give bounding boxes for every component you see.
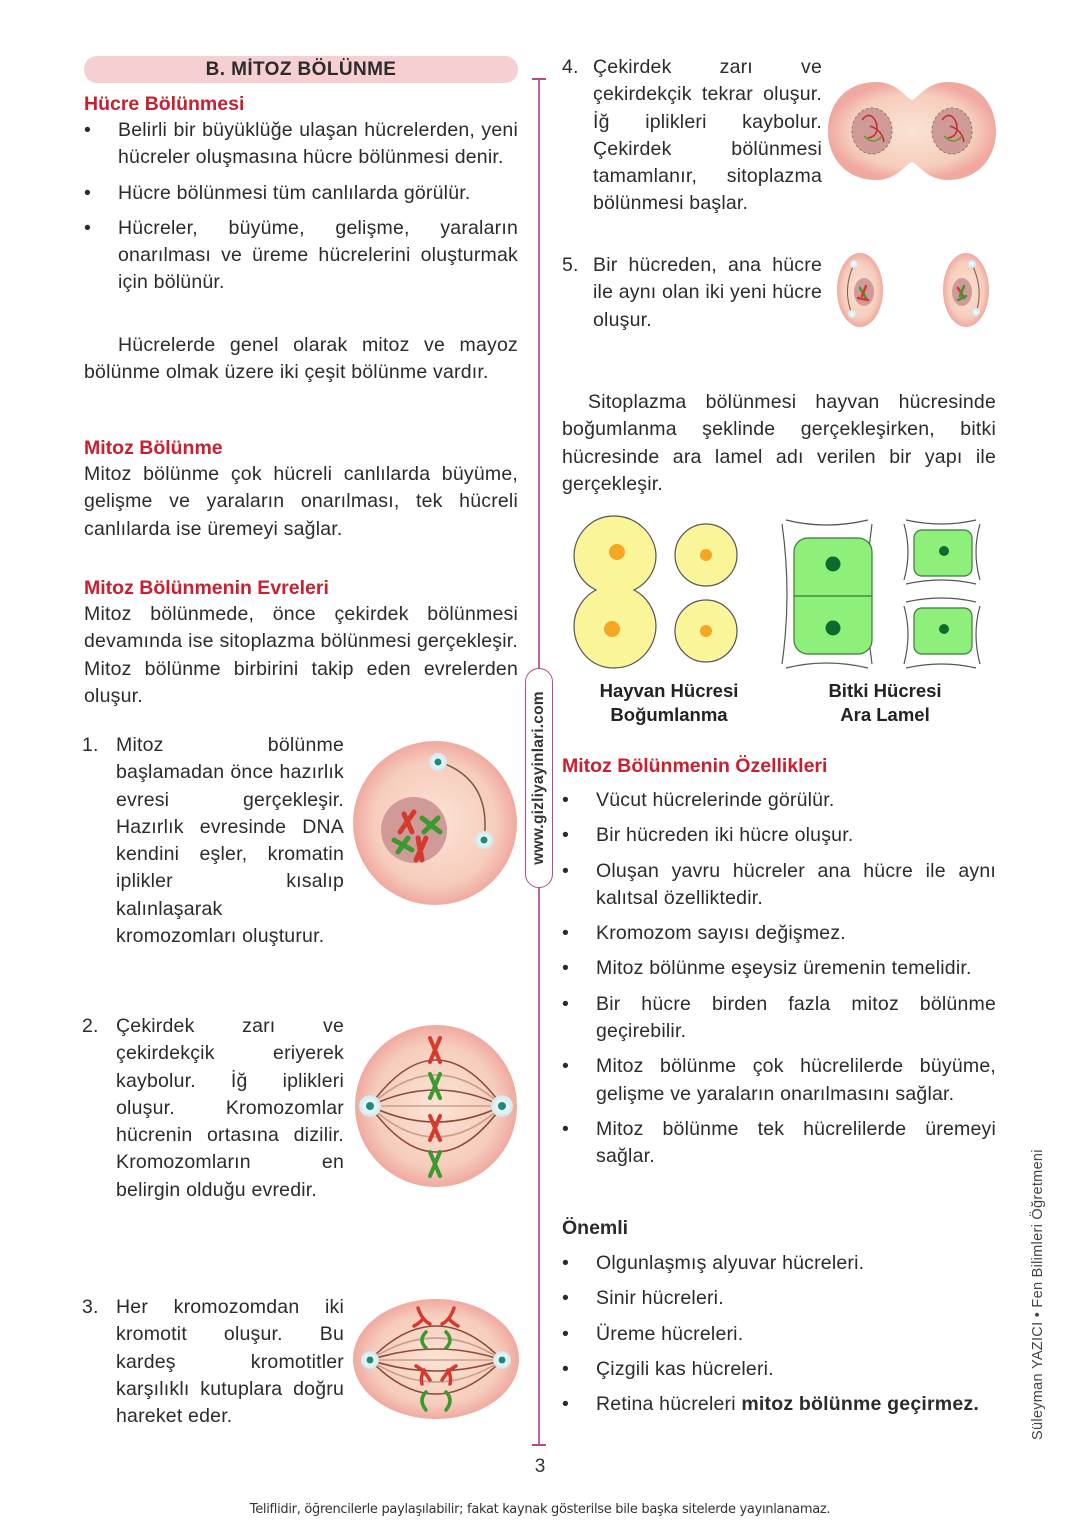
hucre-bolunmesi-paragraph: Hücrelerde genel olarak mitoz ve mayoz bölünme olmak üzere iki çeşit bölünme vardır. [84,334,518,384]
step-number: 2. [82,1015,99,1037]
onemli-list [562,1250,996,1426]
website-link[interactable]: www.gizliyayinlari.com [530,691,547,865]
prophase-cell-illustration [352,740,518,906]
hucre-bolunmesi-list [84,117,518,305]
step-text: Çekirdek zarı ve çekirdekçik tekrar oluşur. İğ iplikleri kaybolur. Çekirdek bölünmesi tamamlanır, sitoplazma bölünmesi başlar. [593,56,822,215]
list-item: • Retina hücreleri mitoz bölünme geçirmez. [562,1393,979,1416]
section-title: B. MİTOZ BÖLÜNME [84,56,518,83]
step-text: Mitoz bölünme başlamadan önce hazırlık evresi gerçekleşir. Hazırlık evresinde DNA kendini eşler, kromatin iplikler kısalıp kalınlaşarak kromozomları oluşturur. [116,734,344,948]
list-item: • Mitoz bölünme tek hücrelilerde üremeyi sağlar. [562,1117,996,1168]
list-item: • Olgunlaşmış alyuvar hücreleri. [562,1252,865,1274]
animal-cell-cleavage-illustration [570,514,740,670]
list-item: • Mitoz bölünme çok hücrelilerde büyüme, gelişme ve yaraların onarılmasını sağlar. [562,1055,996,1105]
plant-cell-lamella-illustration [776,516,986,672]
animal-cell-caption: Hayvan Hücresi Boğumlanma [599,680,739,725]
divider-cap-bottom [532,1444,546,1446]
list-item: • Hücre bölünmesi tüm canlılarda görülür. [84,181,471,204]
sitoplazma-paragraph: Sitoplazma bölünmesi hayvan hücresinde boğumlanma şeklinde gerçekleşirken, bitki hücresinde ara lamel adı verilen bir yapı ile gerçekleşir. [562,391,996,495]
list-item: • Sinir hücreleri. [562,1287,724,1310]
list-item: • Çizgili kas hücreleri. [562,1357,774,1380]
list-item: • Hücreler, büyüme, gelişme, yaraların onarılması ve üreme hücrelerini oluşturmak için bölünür. [84,216,518,294]
plant-cell-caption: Bitki Hücresi Ara Lamel [828,680,942,725]
copyright-footer: Teliflidir, öğrencilerle paylaşılabilir; fakat kaynak gösterilse bile başka sitelerde yayınlanamaz. [249,1502,831,1517]
author-credit: Süleyman YAZICI • Fen Bilimleri Öğretmeni [1030,1149,1046,1440]
heading-hucre-bolunmesi: Hücre Bölünmesi [84,93,245,115]
step-text: Bir hücreden, ana hücre ile aynı olan iki yeni hücre oluşur. [593,254,822,331]
list-item: • Vücut hücrelerinde görülür. [562,789,835,811]
anaphase-cell-illustration [352,1298,520,1420]
heading-evreler: Mitoz Bölünmenin Evreleri [84,577,329,599]
step-number: 4. [562,56,579,78]
evreler-paragraph: Mitoz bölünmede, önce çekirdek bölünmesi devamında ise sitoplazma bölünmesi gerçekleşir. Mitoz bölünme birbirini takip eden evrelerden oluşur. [84,603,518,707]
list-item: • Bir hücreden iki hücre oluşur. [562,824,854,847]
heading-mitoz-bolunme: Mitoz Bölünme [84,437,223,459]
step-4 [562,54,822,218]
step-1 [82,732,344,950]
list-item: • Oluşan yavru hücreler ana hücre ile aynı kalıtsal özelliktedir. [562,859,996,909]
metaphase-cell-illustration [354,1024,518,1188]
divider-cap-top [532,78,546,80]
list-item: • Kromozom sayısı değişmez. [562,922,846,945]
telophase-cell-illustration [826,80,998,182]
website-badge[interactable] [525,668,553,888]
list-item: • Bir hücre birden fazla mitoz bölünme geçirebilir. [562,992,996,1043]
page-number: 3 [534,1456,546,1477]
step-2 [82,1013,344,1204]
mitoz-bolunme-paragraph: Mitoz bölünme çok hücreli canlılarda büyüme, gelişme ve yaraların onarılması, tek hücreli canlılarda ise üremeyi sağlar. [84,463,518,540]
step-number: 5. [562,254,579,276]
ozellikler-list [562,787,996,1179]
heading-ozellikler: Mitoz Bölünmenin Özellikleri [562,755,828,777]
heading-onemli: Önemli [562,1217,629,1239]
step-text: Çekirdek zarı ve çekirdekçik eriyerek kaybolur. İğ iplikleri oluşur. Kromozomlar hücrenin ortasına dizilir. Kromozomların en belirgin olduğu evredir. [116,1015,344,1201]
step-number: 3. [82,1296,99,1318]
step-number: 1. [82,734,99,756]
list-item: • Belirli bir büyüklüğe ulaşan hücrelerden, yeni hücreler oluşmasına hücre bölünmesi denir. [84,119,518,169]
step-text: Her kromozomdan iki kromotit oluşur. Bu kardeş kromotitler karşılıklı kutuplara doğru hareket eder. [116,1296,344,1428]
daughter-cells-illustration [836,252,990,328]
list-item: • Mitoz bölünme eşeysiz üremenin temelidir. [562,957,972,980]
step-5 [562,252,822,334]
step-3 [82,1294,344,1430]
list-item: • Üreme hücreleri. [562,1322,744,1345]
